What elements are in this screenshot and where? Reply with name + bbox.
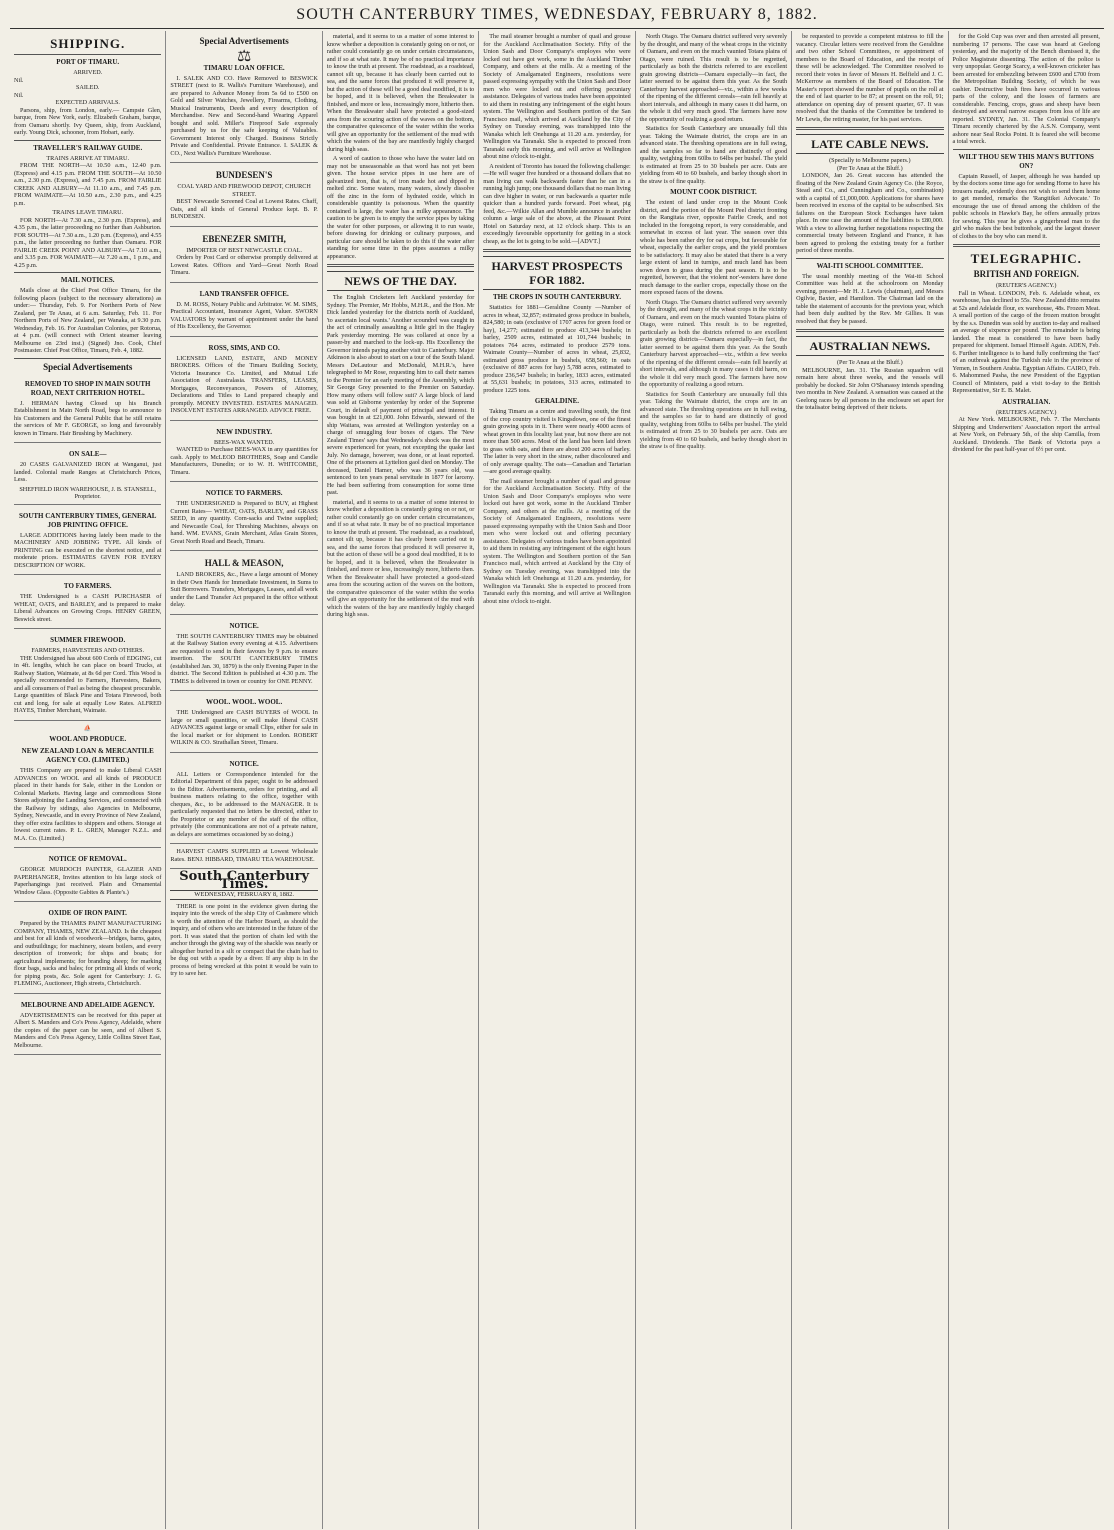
ad-wool-title-2: WOOL. WOOL. WOOL. <box>206 698 283 706</box>
ad-bees-text: WANTED to Purchase BEES-WAX in any quantities for cash. Apply to McLEOD BROTHERS, Soap and Candle Manufacturers, Dunedin; or to W. H. WHITCOMBE, Timaru. <box>170 446 318 476</box>
ad-onsale <box>14 445 161 505</box>
arrived-label: ARRIVED. <box>73 69 103 76</box>
australian-heading: AUSTRALIAN. <box>1002 397 1051 406</box>
railway-sub: TRAINS ARRIVE AT TIMARU. <box>46 154 130 162</box>
ad-land-title: LAND TRANSFER OFFICE. <box>199 289 289 298</box>
ad-removed <box>14 375 161 444</box>
sailed-value: Nil. <box>14 91 24 99</box>
expected-text: Parsons, ship, from London, early.— Campsie Glen, barque, from New York, early. Elizabeth Graham, barque, from Oamaru shortly. Ivy Queen, ship, from Auckland, early. Young Dick, schooner, from Hobart, early. <box>14 106 162 136</box>
ad-bundesen-sub: COAL YARD AND FIREWOOD DEPOT, CHURCH STREET. <box>177 183 311 198</box>
page-masthead: SOUTH CANTERBURY TIMES, WEDNESDAY, FEBRUARY 8, 1882. <box>10 0 1104 29</box>
ad-sheffield: SHEFFIELD IRON WAREHOUSE, J. B. STANSELL, Proprietor. <box>19 485 157 500</box>
late-cable-heading: LATE CABLE NEWS. <box>796 134 943 154</box>
ad-notice-farmers <box>170 484 317 551</box>
ad-notice-2 <box>170 617 317 692</box>
ad-notice-text: THE UNDERSIGNED is Prepared to BUY, at Highest Current Rates— WHEAT, OATS, BARLEY, and GRASS SEED, in any quantity. Corn-sacks and Twine supplied; and Newcastle Coal, for Threshing Machines, always on hand. WM. EVANS, Grain Merchant, Atlas Grain Stores, Great North Road and Beach, Timaru. <box>170 500 318 545</box>
port-heading: PORT OF TIMARU. <box>56 58 120 66</box>
ad-smith-sub: IMPORTER OF BEST NEWCASTLE COAL. <box>186 246 303 254</box>
column-5 <box>636 31 792 1529</box>
col4-body-b: A resident of Toronto has issued the following challenge:—He will wager five hundred or a thousand dollars that no man living can walk backwards faster than he can in a running high jump; one thousand dollars that no man living can dive higher in water, or run backwards a quarter mile quicker than a hundred yards forward. Poet wheat, pig feed, &c.—Wilkie Allan and Mumble announce in another column a large sale of the above, at the Pleasant Point Hotel on Saturday next, at 12 o'clock sharp. This is an exceedingly favourable opportunity for getting in a stock cheap, as the lot is going to be sold.—[ADVT.] <box>483 162 631 245</box>
harvest-prospects-heading: HARVEST PROSPECTS FOR 1882. <box>483 256 630 290</box>
col5-body-b: Statistics for South Canterbury are unusually full this year. Taking the Waimate district, the crops are in an advanced state. The threshing operations are in full swing, and the samples so far to hand are distinctly of good quality, weighing from 60lbs to 64lbs per bushel. The yield is estimated at from 25 to 30 bushels per acre. Oats are yielding from 40 to 60 bushels, and barley though short in the straw is of fine quality. <box>639 125 788 185</box>
ad-loan-text: I. SALEK AND CO. Have Removed to BESWICK STREET (next to R. Wallis's Furniture Warehouse), and are prepared to Advance Money from 5s 6d to £500 on Gold and Silver Watches, Jewellery, Firearms, Clothing, Musical Instruments, Deeds and every description of Merchandise. New and Second-hand Wearing Apparel bought and sold. Miller's Fireproof Safe expressly purchased by us for the safe keeping of Valuables. Government Interest only Charged. Business Strictly Private and Confidential. Private Entrance. I. SALEK & CO., Next Wallis's Furniture Warehouse. <box>170 74 318 157</box>
ad-notice-title: NOTICE TO FARMERS. <box>205 489 283 497</box>
column-6 <box>792 31 948 1529</box>
waiiti-text: The usual monthly meeting of the Wai-iti School Committee was held at the schoolroom on Monday evening, present—Mr H. J. Lewis (chairman), and Messrs Ogilvie, Baxter, and Hamilton. The Chairman laid on the table the statement of accounts for the previous year, which had been duly audited by the Rev. Mr Gillies. It was resolved that they be passed. <box>796 272 944 325</box>
ad-removed-title: REMOVED TO SHOP IN MAIN SOUTH ROAD, NEXT CRITERION HOTEL. <box>24 379 151 397</box>
col5-body-a: North Otago. The Oamaru district suffered very severely by the drought, and many of the wheat crops in the vicinity of Oamaru, and even on the much vaunted Totara plains of Otago, were ruined. This result is to be regretted, particularly as both the districts referred to are excellent grain growing districts—Oamaru especially—in fact, the latter seemed to be against them this year. As the South Canterbury harvest approached—viz., within a few weeks of the ripening of the different cereals—rain fell heavily at short intervals, and although in many cases it did harm, on the whole it did very much good. The farmers have now the opportunity of realizing a good return. <box>639 33 788 123</box>
crops-subheading: THE CROPS IN SOUTH CANTERBURY. <box>492 293 621 301</box>
mail-heading: MAIL NOTICES. <box>60 276 115 284</box>
ad-wool-title: WOOL AND PRODUCE. <box>49 735 127 743</box>
railway-heading: TRAVELLER'S RAILWAY GUIDE. <box>33 143 143 152</box>
news-of-the-day-heading: NEWS OF THE DAY. <box>327 271 474 291</box>
mount-cook-heading: MOUNT COOK DISTRICT. <box>670 188 757 196</box>
mount-cook-text: The extent of land under crop in the Mount Cook district, and the portion of the Mount Peel district fronting on the Rangitata river, opposite Fairlie Creek, and not included in the foregoing report, is very considerable, and somewhat in excess of last year. The season over this whole has been rather dry for oat crops, but favourable for wheat, especially the earlier crops, and the yield promises to be satisfactory. It may also be stated that there is a very large extent of land in turnips, and much land has been sown down to grass during the past season. It is to be regretted, however, that the violent nor'-westers have done much damage to the earlier crops, especially those on the more exposed faces of the downs. <box>639 199 788 296</box>
ad-firewood-text: THE Undersigned has about 600 Cords of EDGING, cut in 4ft. lengths, which he can place on board Trucks, at Railway Station, Waimate, at 8s 6d per Cord. This Wood is specially recommended to Farmers, Harvesters, Bakers, and all consumers of Fuel as being the cheapest procurable. Large quantities of Black Pine and Totara Firewood, both cut and long, for sale at equally Low Rates. ALFRED HAYES, Timber Merchant, Waimate. <box>14 654 162 714</box>
column-3 <box>323 31 479 1529</box>
column-2 <box>166 31 322 1529</box>
col7-body-a: for the Gold Cup was over and then arrested all present, numbering 17 persons. The case was heard at Geelong yesterday, and the majority of the Bench dismissed it, the Police Magistrate dissenting. The action of the police is very unpopular. George Scarcy, a well-known cricketer has been arrested for embezzling between £600 and £700 from the Metropolitan Building Society, of which he was cashier. Destructive bush fires have occurred in various parts of the colony, and the losses of farmers are considerable. Fencing, crops, grass and sheep have been destroyed and several narrow escapes from loss of life are reported. SYDNEY, Jan. 31. The Colonial Company's Timaru recently chartered by the A.S.N. Company, went ashore near Seal Rocks Point. It is feared she will become a total wreck. <box>952 33 1100 145</box>
ad-nzloan <box>14 723 161 849</box>
australian-text: At New York. MELBOURNE, Feb. 7. The Merchants Shipping and Underwriters' Association report the arrival at New York, on February 5th, of the ship Camilla, from Auckland. Dividends. The Bank of Victoria pays a dividend for the past half-year of 6½ per cent. <box>952 416 1100 453</box>
ad-firewood-sub: FARMERS, HARVESTERS AND OTHERS. <box>31 647 145 654</box>
special-ads-heading: Special Advertisements <box>43 361 133 372</box>
special-ads-heading-2: Special Advertisements <box>199 36 289 46</box>
ad-wool-text: THE Undersigned are CASH BUYERS of WOOL In large or small quantities, or will make liberal CASH ADVANCES against large or small Clips, either for sale in the local market or for shipment to London. ROBERT WILKIN & CO. Strathallan Street, Timaru. <box>170 709 318 746</box>
leave-text: FOR NORTH—At 7.30 a.m., 2.30 p.m. (Express), and 4.35 p.m., the latter proceeding no further than Ashburton. FOR SOUTH—At 7.30 a.m., 1.20 p.m. (Express), and 4.55 p.m., the latter proceeding no further than Oamaru. FOR FAIRLIE CREEK POINT AND ALBURY—At 7.10 a.m., and 3.35 p.m. FOR WAIMATE—At 7.20 a.m., 1 p.m., and 4.25 p.m. <box>14 216 162 269</box>
pawnbroker-balls-icon: ⚖ <box>236 48 252 65</box>
ship-icon: ⛵ <box>83 724 92 732</box>
waiiti-heading: WAI-ITI SCHOOL COMMITTEE. <box>816 261 924 270</box>
paper-nameplate: South Canterbury Times. <box>179 869 310 892</box>
leader-text: THERE is one point in the evidence given during the inquiry into the wreck of the ship City of Cashmere which is worth the attention of the Harbor Board, as should the inquiry, and of others who are interested in the future of the port. It was stated that the portion of chain led with the anchor through the giving way of the shackle was nearly or altogether buried in a silt or compact that the chain had to be dug out with a spade by a diver. If any ship is in the process of being wrecked at this point it would be vain to try to save her. <box>170 902 318 977</box>
ad-land-transfer <box>170 285 317 337</box>
col3-body-b: A word of caution to those who have the water laid on may not be unseasonable as that word has not yet been given. The house service pipes in use here are of galvanized iron, that is, of iron made hot and dipped in melted zinc. Some waters, many waters, slowly dissolve off the zinc in the form of hydrated oxide, which in considerable quantity is poisonous. When the quantity contained is large, the water has a milky appearance. The caution to be given is to empty the service pipes by taking the water for other purposes, or allowing it to run waste, before drawing for drinking or culinary purposes, and particular care should be taken to do this if the water after standing for some time in the pipes assumes a milky appearance. <box>326 155 475 260</box>
ad-camps <box>170 846 317 869</box>
british-foreign-heading: BRITISH AND FOREIGN. <box>973 269 1079 279</box>
australian-news-heading: AUSTRALIAN NEWS. <box>796 336 943 356</box>
col6-body-a: be requested to provide a competent mistress to fill the vacancy. Circular letters were received from the Geraldine and two other School Committees, re appointment of members to the Board of Education, and the receipt of these will be acknowledged. The Committee resolved to record their votes in favor of Messrs H. Belfield and J. C. McKerrow as members of the Board of Education. The Master's report showed the number of pupils on the roll at the end of last quarter to be 87; at present on the roll, 91; attendance on opening day of present quarter, 67. It was resolved that the thanks of the Committee be tendered to Mr Lewis, the retiring master, for his past services. <box>796 33 944 123</box>
ad-removal <box>14 850 161 902</box>
railway-text: FROM THE NORTH—At 10.50 a.m., 12.40 p.m. (Express) and 4.15 p.m. FROM THE SOUTH—At 10.50 a.m., 2.30 p.m. (Express), and 7.45 p.m. FROM FAIRLIE CREEK AND ALBURY—At 11.10 a.m., and 7.45 p.m. FROM WAIMATE—At 10.50 a.m., 2.30 p.m., and 4.25 p.m. <box>14 162 162 207</box>
ad-farmers <box>14 577 161 629</box>
col4-body-a: The mail steamer brought a number of quail and grouse for the Auckland Acclimatisation Society. Fifty of the Union Sash and Door Company's employes who were locked out have got work, some in the Auckland Timber Company, and others at the mills. At a meeting of the Society of Amalgamated Engineers, resolutions were passed expressing sympathy with the Union Sash and Door men who were locked out and offering pecuniary assistance. Delegates of various trades have been appointed to aid them in resisting any infringement of the eight hours system. The Wellington and Southern portion of the San Francisco mail, which arrived at Auckland by the City of Sydney on Tuesday evening, was transhipped into the Wanaka which left Onehunga at 11.20 a.m. yesterday, for Wellington via Taranaki. She is expected to proceed from Taranaki early this morning, and will arrive at Wellington about nine o'clock to-night. <box>483 33 631 160</box>
reuters-note: (REUTER'S AGENCY.) <box>996 282 1057 289</box>
ad-oxide-text: Prepared by the THAMES PAINT MANUFACTURING COMPANY, THAMES, NEW ZEALAND. Is the cheapest and best for all kinds of woodwork—bridges, barns, gates, and outbuildings; for machinery, steam boilers, and every description of ironwork; for ships and boats; for agricultural implements; for branding sheep; for marking flour bags, sacks and bales; for priming all kinds of work; for piping posts, &c. Sole agent for Canterbury: J. G. FLEMING, Auctioneer, High streets, Christchurch. <box>14 920 162 987</box>
ad-firewood <box>14 631 161 721</box>
ad-hall-title: HALL & MEASON, <box>204 558 284 568</box>
ad-removed-text: J. HERMAN having Closed up his Branch Establishment in Main North Road, begs to announce to his Customers and the General Public that he still retains the services of Mr F. GEORGE, so long and favourably known in Timaru. Hair Brushing by Machinery. <box>14 399 162 437</box>
wilt-text: Captain Russell, of Jasper, although he was handed up by the doctors some time ago for sending Home to have his trousers made, evidently does not wish to send them home to get mended, remarks the 'Rangitikei Advocate.' To encourage the use of thread among the children of the public schools in Hawke's Bay, he offers annually prizes for sewing. This year he gives a gingerbread man to the girl who makes the best buttonhole, and the largest drawer of clothes to the boy who can mend it. <box>952 172 1100 240</box>
ad-bundesen-text: BEST Newcastle Screened Coal at Lowest Rates. Chaff, Oats, and all kinds of General Produce kept. B. P. BUNDESEN. <box>170 198 318 220</box>
news-of-the-day-text: The English Cricketers left Auckland yesterday for Sydney. The Premier, Mr Hobbs, M.H.R., and the Hon. Mr Dick landed yesterday for the districts north of Auckland, 'to ascertain local wants.' Another scoundrel was caught in the act of criminally assaulting a little girl in the Hagley Park yesterday morning. He was collared at once by a passer-by and marched to the lock-up. His Excellency the Governor intends paying another visit to Canterbury. Major Atkinson is also about to start on a tour of the South Island. Messrs DeLautour and McDonald, M.H.R.'s, have telegraphed to Mr Rose, requesting him to call their names to the Premier for an early meeting of the Assembly, which Sir George Grey presented to the Premier on Saturday. How many others will follow suit? A large block of land was sold at Gisborne yesterday by order of the Supreme Court, in default of payment of principal and interest. It was bought in at £21,000. John Edwards, steward of the ship Waitara, was arrested at Wellington yesterday on a charge of smuggling four boxes of cigars. The 'New Zealand Times' says that Wednesday's shock was the most severe experienced for years, not excepting the quake last July. No damage, however, was done, or at least reported. One of the prisoners at Lyttelton gaol died on Monday. The deceased, Daniel Hamer, who was 36 years old, was sentenced to ten years penal servitude in 1877 for larceny. He had been suffering from consumption for some time past. <box>326 294 475 496</box>
ad-jobprint-text: LARGE ADDITIONS having lately been made to the MACHINERY AND JOBBING TYPE. All kinds of PRINTING can be executed on the shortest notice, and at moderate prices. ESTIMATES GIVEN FOR EVERY DESCRIPTION OF WORK. <box>14 531 162 569</box>
ad-notice3-title: NOTICE. <box>229 759 259 768</box>
geraldine-heading: GERALDINE. <box>534 397 580 405</box>
ad-farmers-title: TO FARMERS. <box>63 582 112 590</box>
ad-removal-text: GEORGE MURDOCH PAINTER, GLAZIER AND PAPERHANGER, Invites attention to his large stock of Paperhangings just received. Plain and Ornamental Window Glass. (Opposite Gabites & Plante's.) <box>14 866 162 896</box>
column-container <box>10 31 1104 1529</box>
cable-note: (Specially to Melbourne papers.) <box>829 157 911 164</box>
ad-ross-text: LICENSED LAND, ESTATE, AND MONEY BROKERS. Offices of the Timaru Building Society, Victoria Insurance Co. Limited, and Mutual Life Association of Australasia. TRANSFERS, LEASES, Mortgages, Reconveyances, Powers of Attorney, Declarations and Titles to Land prepared cheaply and promptly. MONEY INVESTED. ESTATES MANAGED. INSOLVENT ESTATES ARRANGED. ADVICE FREE. <box>170 354 318 414</box>
col5-body-b-repeat: Statistics for South Canterbury are unusually full this year. Taking the Waimate district, the crops are in an advanced state. The threshing operations are in full swing, and the samples so far to hand are distinctly of good quality, weighing from 60lbs to 64lbs per bushel. The yield is estimated at from 25 to 30 bushels per acre. Oats are yielding from 40 to 60 bushels, and barley though short in the straw is of fine quality. <box>639 390 788 450</box>
column-7 <box>949 31 1104 1529</box>
ad-bundesen <box>170 165 317 227</box>
ad-nzloan-title: NEW ZEALAND LOAN & MERCANTILE AGENCY CO. (LIMITED.) <box>21 747 154 764</box>
ad-oxide-title: OXIDE OF IRON PAINT. <box>48 909 127 917</box>
expected-label: EXPECTED ARRIVALS. <box>55 99 120 106</box>
geraldine-text: Taking Timaru as a centre and travelling south, the first of the crop country visited is Kingsdown, one of the finest grain growing spots in it. There were nearly 4000 acres of wheat grown in this locality last year, but now there are not more than 500 acres. Most of the land has been laid down to grass with oats, and there are about 200 acres of barley. The latter is very short in the straw, rather discoloured and of only average quality. The oats—Canadian and Tartarian—are good average quality. <box>483 408 631 475</box>
ad-smith-text: Orders by Post Card or otherwise promptly delivered at Lowest Rates. Offices and Yard—Great North Road Timaru. <box>170 254 318 276</box>
ad-loan-title: TIMARU LOAN OFFICE. <box>203 63 285 72</box>
ad-notice3-text: ALL Letters or Correspondence intended for the Editorial Department of this paper, ought to be addressed to the Editor. Advertisements, orders for printing, and all business matters relating to the office, together with cheques, &c., to be addressed to the MANAGER. It is particularly requested that no letters be directed, either to the Proprietor or any member of the staff of the office, privately (the communications are not of a private nature, as delays are sometimes occasioned by so doing.) <box>170 770 318 838</box>
reuters-note-2: (REUTER'S AGENCY.) <box>996 408 1057 416</box>
aus-text: MELBOURNE, Jan. 31. The Russian squadron will remain here about three weeks, and the vessels will probably be docked. Sir John O'Shanassy intends spending two months in New Zealand. A sensation was caused at the Geelong races by all persons in the enclosure set apart for the totalisator being deprived of their tickets. <box>796 366 944 411</box>
column-1 <box>10 31 166 1529</box>
ad-land-text: D. M. ROSS, Notary Public and Arbitrator. W. M. SIMS, Practical Accountant, Insurance Agent, Valuer. SWORN VALUATORS by warrant of appointment under the hand of His Excellency, the Governor. <box>170 300 318 330</box>
ad-jobprint-title: SOUTH CANTERBURY TIMES, GENERAL JOB PRINTING OFFICE. <box>18 511 157 529</box>
ad-onsale-text: 20 CASES GALVANIZED IRON at Wanganui, just landed. Colonial made Ranges at Christchurch Prices, Less. <box>14 461 162 483</box>
ad-notice-3 <box>170 755 317 845</box>
aus-note: (Per Te Anau at the Bluff.) <box>836 359 903 366</box>
crops-text: Statistics for 1881—Geraldine County —Number of acres in wheat, 32,857; estimated gross produce in bushels, 824,580; in oats (exclusive of 1707 acres for green food or hay), 14,277; estimated to produce 413,344 bushels; in barley, 2509 acres, estimated at 101,744 bushels; in potatoes 764 acres, estimated to produce 2579 tons. Waimate County—Number of acres in wheat, 25,832, estimated gross produce in bushels, 658,560; in oats (exclusive of 887 acres for hay) 5,788 acres, estimated to produce 236,547 bushels; in barley, 1833 acres, estimated at 55,631 bushels; in potatoes, 313 acres, estimated to produce 1225 tons. <box>483 304 631 394</box>
arrived-value: Nil. <box>14 76 24 84</box>
ad-onsale-title: ON SALE— <box>68 450 107 458</box>
ad-smith <box>170 229 317 283</box>
column-4 <box>479 31 635 1529</box>
ad-nzloan-text: THIS Company are prepared to make Liberal CASH ADVANCES on WOOL and all kinds of PRODUCE placed in their hands for Sale, either in the London or Colonial Markets. Having large and commodious Stone Stores adjoining the Landing Services, and connected with the Railway by sidings, also Agencies in Melbourne, Sydney, Newcastle, and in every Province of New Zealand, they offer extra facilities to shippers and others. Storage at lowest current rates. P. L. GREN, Manager N.Z.L. and M.A. Co. (Limited.) <box>14 767 162 842</box>
ad-hall-text: LAND BROKERS, &c., Have a large amount of Money in their Own Hands for Immediate Investment, in Sums to Suit Borrowers. Transfers, Mortgages, Leases, and all work under the Land Transfer Act prepared in the office without delay. <box>170 571 318 608</box>
ad-hall-meason <box>170 553 317 615</box>
col4-body-a-repeat: The mail steamer brought a number of quail and grouse for the Auckland Acclimatisation Society. Fifty of the Union Sash and Door Company's employes who were locked out have got work, some in the Auckland Timber Company, and others at the mills. At a meeting of the Society of Amalgamated Engineers, resolutions were passed expressing sympathy with the Union Sash and Door men who were locked out and offering pecuniary assistance. Delegates of various trades have been appointed to aid them in resisting any infringement of the eight hours system. The Wellington and Southern portion of the San Francisco mail, which arrived at Auckland by the City of Sydney on Tuesday evening, was transhipped into the Wanaka which left Onehunga at 11.20 a.m. yesterday, for Wellington via Taranaki. She is expected to proceed from Taranaki early this morning, and will arrive at Wellington about nine o'clock to-night. <box>483 477 631 605</box>
ad-wool <box>170 693 317 753</box>
ad-notice2-title: NOTICE. <box>229 621 259 630</box>
ad-removal-title: NOTICE OF REMOVAL. <box>48 855 127 863</box>
ad-oxide <box>14 904 161 994</box>
telegraphic-text: Fall in Wheat. LONDON, Feb. 6. Adelaide wheat, ex warehouse, has declined to 55s. New Zealand ditto remains at 52s and Adelaide flour, ex warehouse, 48s. Frozen Meat. A small portion of the cargo of the frozen mutton brought by the s.s. Dunedin was sold by auction to-day and realised an average of sixpence per pound. The remainder is being landed. The meat is considered to have been badly prepared for shipment. Ismael Himself Again. ADEN, Feb. 6. Further intelligence is to hand fully confirming the 'fact' of an outbreak against the Turkish rule in the province of Yemen, in Southern Arabia. Egyptian Affairs. CAIRO, Feb. 6. Mahommed Pasha, the new President of the Egyptian Council of Ministers, paid a visit to-day to the British Representative, Sir E. B. Malet. <box>952 289 1100 394</box>
ad-melbourne-text: ADVERTISEMENTS can be received for this paper at Albert S. Manders and Co's Press Agency, Adelaide, where the copies of the paper can be seen, and of Albert S. Manders and Co's Press Agency, Little Collins Street East, Melbourne. <box>14 1011 162 1049</box>
paper-dateline: WEDNESDAY, FEBRUARY 8, 1882. <box>170 890 317 900</box>
ad-bundesen-title: BUNDESEN'S <box>215 170 273 180</box>
ad-firewood-title: SUMMER FIREWOOD. <box>50 636 126 644</box>
cable-note-2: (Per Te Anau at the Bluff.) <box>836 164 903 172</box>
ad-ross-title: ROSS, SIMS, AND CO. <box>208 343 280 352</box>
col3-body-a-repeat: material, and it seems to us a matter of some interest to know whether a deposition is constantly going on or not, or rather could constantly go on under certain circumstances, and if so at what rate. It may be of no practical importance to know the truth at present. The roadstead, as a roadstead, cannot silt up, because it has clearly been carried out to sea, and the same forces that produced it will preserve it, but the action of these will be a good deal modified, it is to be hoped, and it is believed, when the Breakwater is finished, and more or less, increasingly more, hitherto then. When the Breakwater shall have protected a good-sized area from the scouring action of the waves on the bottom, the comparative quiescence of the water within the works will give an opportunity for the settlement of the mud with which the waters of the bay are manifestly highly charged during high seas. <box>326 498 475 618</box>
ad-camps-text: HARVEST CAMPS SUPPLIED at Lowest Wholesale Rates. BENJ. HIBBARD, TIMARU TEA WAREHOUSE. <box>170 848 318 863</box>
ad-loan-office <box>170 49 317 163</box>
cable-text: LONDON, Jan 26. Great success has attended the floating of the New Zealand Grain Agency Co. (the Royce, Stead and Co., and Cunningham and Co., combination) with a capital of £1,000,000. Applications for shares have been received in excess of the capital to be subscribed. Six failures on the European Stock Exchanges have taken place. In one case the amount of the liabilities is £80,000. With a view to allowing further negotiations respecting the commercial treaty between England and France, it has been agreed to prolong the existing treaty for a further period of three months. <box>796 172 944 254</box>
ad-beeswax <box>170 423 317 483</box>
ad-smith-title: EBENEZER SMITH, <box>202 233 286 244</box>
telegraphic-heading: TELEGRAPHIC. <box>970 251 1082 266</box>
ad-notice2-text: THE SOUTH CANTERBURY TIMES may be obtained at the Railway Station every evening at 4.15. Advertisers are requested to send in their favours by 9 p.m. to ensure insertion. The SOUTH CANTERBURY TIMES (established Jan. 30, 1879) is the only Evening Paper in the district. The Second Edition is published at 4.30 p.m. The TIMES is delivered in town or country for ONE PENNY. <box>170 632 318 685</box>
ad-ross-sims <box>170 339 317 421</box>
wilt-heading: WILT THOU SEW THIS MAN'S BUTTONS ON? <box>958 152 1094 170</box>
ad-melbourne <box>14 996 161 1056</box>
col3-body-a: material, and it seems to us a matter of some interest to know whether a deposition is constantly going on or not, or rather could constantly go on under certain circumstances, and if so at what rate. It may be of no practical importance to know the truth at present. The roadstead, as a roadstead, cannot silt up, because it has clearly been carried out to sea, and the same forces that produced it will preserve it, but the action of these will be a good deal modified, it is to be hoped, and it is believed, when the Breakwater is finished, and more or less, increasingly more, hitherto then. When the Breakwater shall have protected a good-sized area from the scouring action of the waves on the bottom, the comparative quiescence of the water within the works will give an opportunity for the settlement of the mud with which the waters of the bay are manifestly highly charged during high seas. <box>326 33 475 153</box>
col5-body-a-repeat: North Otago. The Oamaru district suffered very severely by the drought, and many of the wheat crops in the vicinity of Oamaru, and even on the much vaunted Totara plains of Otago, were ruined. This result is to be regretted, particularly as both the districts referred to are excellent grain growing districts—Oamaru especially—in fact, the latter seemed to be against them this year. As the South Canterbury harvest approached—viz., within a few weeks of the ripening of the different cereals—rain fell heavily at short intervals, and although in many cases it did harm, on the whole it did very much good. The farmers have now the opportunity of realizing a good return. <box>639 298 788 388</box>
ad-farmers-text: THE Undersigned is a CASH PURCHASER of WHEAT, OATS, and BARLEY, and is prepared to make Liberal Advances on Growing Crops. HENRY GREEN, Beswick street. <box>14 593 162 623</box>
shipping-heading: SHIPPING. <box>50 36 126 51</box>
leave-sub: TRAINS LEAVE TIMARU. <box>52 209 124 216</box>
mail-text: Mails close at the Chief Post Office Timaru, for the following places (subject to the necessary alterations) as under:— Thursday, Feb. 9. For Northern Ports of New Zealand, per Te Anau, at 6 a.m. Saturday, Feb. 11. For Northern Ports of New Zealand, per Wanaka, at 9.30 p.m. Wednesday, Feb. 16. For Australian Colonies, per Rotorua, at 4 p.m. (will connect with Orient steamer leaving Melbourne on 23rd inst.) (Signed) Jno. Cook, Chief Postmaster. Chief Post Office, Timaru, Feb. 4, 1882. <box>14 287 162 354</box>
ad-melbourne-title: MELBOURNE AND ADELAIDE AGENCY. <box>20 1000 155 1009</box>
sailed-label: SAILED. <box>75 84 100 91</box>
ad-bees-title: NEW INDUSTRY. <box>216 427 273 436</box>
ad-bees-sub: BEES-WAX WANTED. <box>213 438 275 446</box>
ad-jobprint <box>14 507 161 576</box>
